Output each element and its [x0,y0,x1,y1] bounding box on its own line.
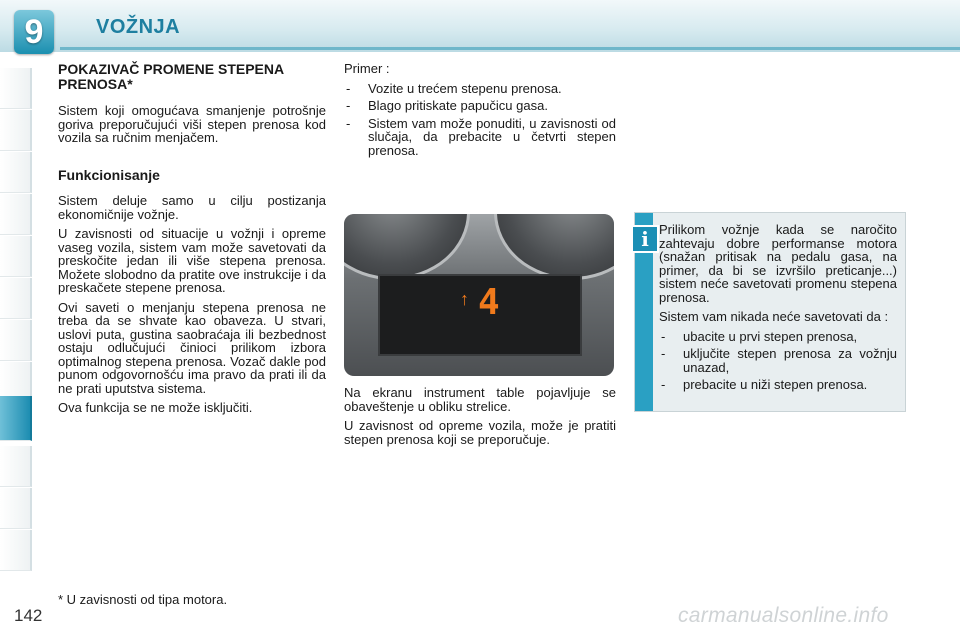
chapter-tab[interactable] [0,68,32,109]
chapter-tab[interactable] [0,194,32,235]
list-item: - Sistem vam može ponuditi, u zavisnosti od slučaja, da prebacite u četvrti stepen prenosa. [346,115,616,158]
info-paragraph: Prilikom vožnje kada se naročito zahtevaju dobre performanse motora (snažan pritisak na pedalu gasa, na primer, da bi se izvršilo preticanje...) sistem neće savetovati promenu stepena prenosa. [659,222,897,305]
gear-display-screen [378,274,582,356]
list-item: - ubacite u prvi stepen prenosa, [661,328,858,344]
list-item: - Vozite u trećem stepenu prenosa. [346,80,562,96]
chapter-tab[interactable] [0,110,32,151]
caption-paragraph: Na ekranu instrument table pojavljuje se obaveštenje u obliku strelice. [344,385,616,414]
gauge-dial [494,214,614,280]
example-steps [344,82,616,158]
left-column [58,62,326,421]
list-item: - prebacite u niži stepen prenosa. [661,377,868,392]
info-box [634,212,906,412]
chapter-tab[interactable] [0,446,32,487]
chapter-tab[interactable] [0,278,32,319]
chapter-tab[interactable] [0,320,32,361]
info-list [659,330,897,392]
example-label: Primer : [344,61,390,76]
middle-caption [344,386,616,452]
info-text [659,223,897,396]
intro-paragraph: Sistem koji omogućava smanjenje potrošnje goriva preporučujući viši stepen prenosa kod vozila sa ručnim menjačem. [58,103,326,145]
chapter-tab[interactable] [0,530,32,571]
footnote: * U zavisnosti od tipa motora. [58,592,228,607]
chapter-title: VOŽNJA [96,16,181,38]
chapter-tab[interactable] [0,236,32,277]
header-rule [60,47,960,50]
body-paragraph: Sistem deluje samo u cilju postizanja ekonomičnije vožnje. [58,193,326,222]
chapter-tab-active[interactable] [0,396,32,441]
chapter-number-badge: 9 [14,10,54,54]
subsection-heading: Funkcionisanje [58,166,160,183]
body-paragraph: U zavisnosti od situacije u vožnji i opreme vaseg vozila, sistem vam može savetovati da preskočite jedan ili više stepena prenosa. Možete slobodno da pratite ove instrukcije i da preskačete stepene prenosa. [58,226,326,295]
list-item: - Blago pritiskate papučicu gasa. [346,98,548,113]
shift-up-arrow-icon: ↑ [460,289,469,309]
recommended-gear: 4 [478,282,500,323]
chapter-tab[interactable] [0,152,32,193]
gauge-dial [344,214,470,280]
page-number: 142 [14,606,43,625]
info-icon: i [631,225,659,253]
body-paragraph: Ovi saveti o menjanju stepena prenosa ne treba da se shvate kao obaveza. U stvari, uslovi puta, gustina saobraćaja ili bezbednost ostaju odlučujući činioci prilikom izbora optimalnog stepena prenosa. Vozač dakle pod punom odgovornošću ima pravo da prati ili da ne prati uputstva sistema. [58,299,326,396]
body-paragraph: Ova funkcija se ne može isključiti. [58,400,253,415]
instrument-panel-image [344,214,614,376]
list-item: - uključite stepen prenosa za vožnju unazad, [661,346,897,375]
chapter-tabs [0,60,32,580]
middle-column [344,62,616,161]
chapter-tab[interactable] [0,488,32,529]
watermark: carmanualsonline.info [678,604,889,627]
section-heading: POKAZIVAČ PROMENE STEPENA PRENOSA* [58,61,284,92]
caption-paragraph: U zavisnost od opreme vozila, može je pratiti stepen prenosa koji se preporučuje. [344,418,616,447]
info-paragraph: Sistem vam nikada neće savetovati da : [659,309,889,324]
